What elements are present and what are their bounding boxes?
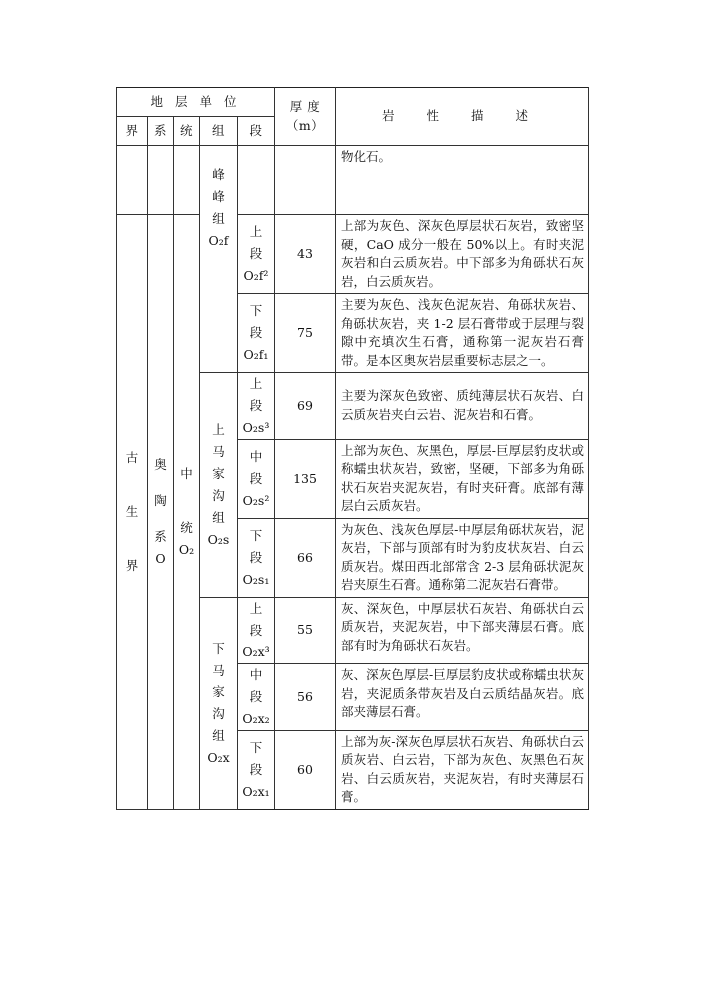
header-xi: 系 bbox=[148, 117, 174, 146]
header-jie: 界 bbox=[117, 117, 148, 146]
thickness-value: 55 bbox=[275, 597, 336, 664]
formation-fengfeng: 峰 峰 组 O₂f bbox=[200, 146, 238, 373]
header-thickness bbox=[275, 88, 336, 146]
thickness-value bbox=[275, 146, 336, 215]
member-cell-empty bbox=[238, 146, 275, 215]
thickness-value: 56 bbox=[275, 664, 336, 731]
description-text: 上部为灰色、深灰色厚层状石灰岩，致密坚硬，CaO 成分一般在 50%以上。有时夹泥灰岩和白云质灰岩。中下部多为角砾状石灰岩，白云质灰岩。 bbox=[336, 215, 589, 294]
member-upper: 上 段 O₂s³ bbox=[238, 373, 275, 440]
member-middle: 中 段 O₂s² bbox=[238, 439, 275, 518]
description-text: 灰、深灰色，中厚层状石灰岩、角砾状白云质灰岩，夹泥灰岩，中下部夹薄层石膏。底部有时为角砾状石灰岩。 bbox=[336, 597, 589, 664]
header-strat-unit: 地 层 单 位 bbox=[117, 88, 275, 117]
thickness-value: 75 bbox=[275, 294, 336, 373]
system-cell-empty bbox=[148, 146, 174, 215]
series-cell-empty bbox=[174, 146, 200, 215]
member-upper: 上 段 O₂f² bbox=[238, 215, 275, 294]
member-lower: 下 段 O₂x₁ bbox=[238, 730, 275, 809]
description-text: 为灰色、浅灰色厚层-中厚层角砾状灰岩，泥灰岩，下部与顶部有时为豹皮状灰岩、白云质灰岩。煤田西北部常含 2-3 层角砾状泥灰岩夹原生石膏。通称第二泥灰岩石膏带。 bbox=[336, 518, 589, 597]
thickness-value: 66 bbox=[275, 518, 336, 597]
system-ordovician: 奥 陶 系 O bbox=[148, 215, 174, 810]
description-text: 上部为灰-深灰色厚层状石灰岩、角砾状白云质灰岩、白云岩，下部为灰色、灰黑色石灰岩、白云质灰岩，夹泥灰岩，有时夹薄层石膏。 bbox=[336, 730, 589, 809]
description-text: 灰、深灰色厚层-巨厚层豹皮状或称蠕虫状灰岩，夹泥质条带灰岩及白云质结晶灰岩。底部夹薄层石膏。 bbox=[336, 664, 589, 731]
header-thickness-unit: （m） bbox=[285, 117, 325, 133]
description-text: 物化石。 bbox=[336, 146, 589, 215]
member-middle: 中 段 O₂x₂ bbox=[238, 664, 275, 731]
description-text: 主要为深灰色致密、质纯薄层状石灰岩、白云质灰岩夹白云岩、泥灰岩和石膏。 bbox=[336, 373, 589, 440]
formation-lower-majiagou: 下 马 家 沟 组 O₂x bbox=[200, 597, 238, 809]
table-row bbox=[117, 215, 589, 294]
thickness-value: 60 bbox=[275, 730, 336, 809]
series-middle: 中 统 O₂ bbox=[174, 215, 200, 810]
description-text: 主要为灰色、浅灰色泥灰岩、角砾状灰岩、角砾状灰岩，夹 1-2 层石膏带或于层理与裂隙中充填次生石膏，通称第一泥灰岩石膏带。是本区奥灰岩层重要标志层之一。 bbox=[336, 294, 589, 373]
header-duan: 段 bbox=[238, 117, 275, 146]
description-text: 上部为灰色、灰黑色，厚层-巨厚层豹皮状或称蠕虫状灰岩，致密，坚硬，下部多为角砾状石灰岩夹泥灰岩，有时夹矸膏。底部有薄层白云质灰岩。 bbox=[336, 439, 589, 518]
header-thickness-label: 厚 度 bbox=[289, 99, 321, 115]
stratigraphy-table bbox=[116, 87, 589, 810]
header-description: 岩 性 描 述 bbox=[336, 88, 589, 146]
era-cell-empty bbox=[117, 146, 148, 215]
header-tong: 统 bbox=[174, 117, 200, 146]
table-row bbox=[117, 146, 589, 215]
formation-upper-majiagou: 上 马 家 沟 组 O₂s bbox=[200, 373, 238, 598]
thickness-value: 135 bbox=[275, 439, 336, 518]
member-upper: 上 段 O₂x³ bbox=[238, 597, 275, 664]
era-paleozoic: 古 生 界 bbox=[117, 215, 148, 810]
thickness-value: 69 bbox=[275, 373, 336, 440]
member-lower: 下 段 O₂f₁ bbox=[238, 294, 275, 373]
header-zu: 组 bbox=[200, 117, 238, 146]
thickness-value: 43 bbox=[275, 215, 336, 294]
member-lower: 下 段 O₂s₁ bbox=[238, 518, 275, 597]
